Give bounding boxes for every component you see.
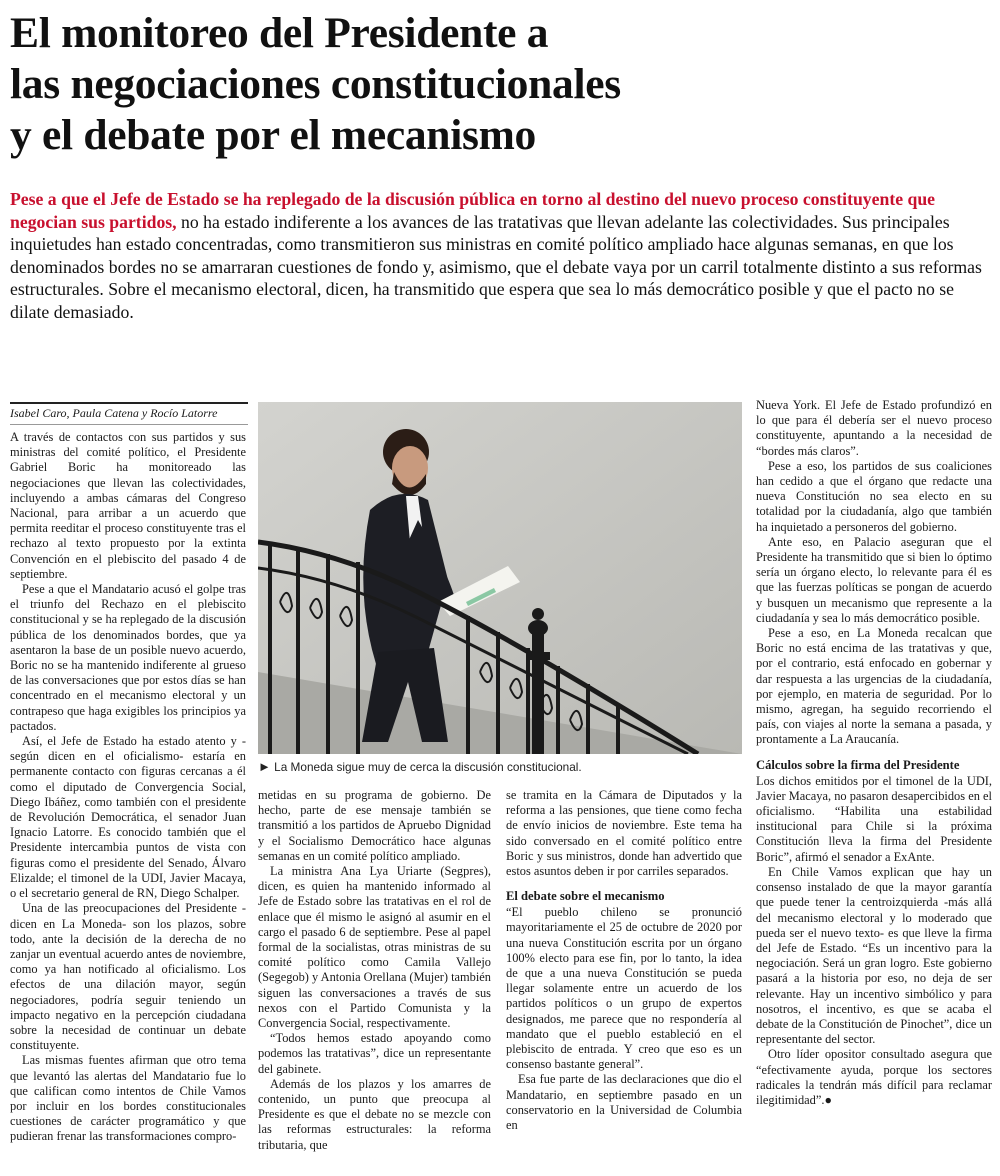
paragraph: En Chile Vamos explican que hay un consenso instalado de que la mayor garantía que puede tener la centroizquierda -más allá del mecanismo electoral y lo moderado que pueda ser el nuevo texto- es que lleve la firma del Jefe de Estado. “Es un incentivo para la negociación. Será un gran logro. Este gobierno pasará a la historia por eso, no deja de ser relevante. Hay un incentivo simbólico y para nosotros, el incentivo, es que se acaba el debate de la Constitución de Pinochet”, dice un representante del sector. [756,864,992,1047]
headline-line: las negociaciones constitucionales [10,60,621,108]
paragraph: A través de contactos con sus partidos y sus ministras del comité político, el Presidente Gabriel Boric ha monitoreado las negociaciones que llevan las colectividades, incluyendo a ambas cámaras del Congreso Nacional, para arribar a un acuerdo que permita reeditar el proceso constituyente tras el rechazo al texto propuesto por la extinta Convención en el plebiscito del pasado 4 de septiembre. [10,430,246,581]
byline-rule [10,402,248,404]
paragraph-final [756,1047,992,1108]
paragraph: Una de las preocupaciones del Presidente -dicen en La Moneda- son los plazos, sobre todo, ante la decisión de la derecha de no zanjar un eventual acuerdo antes de noviembre, como ya han notificado al oficialismo. Los efectos de una dilación mayor, según negociadores, podría seguir teniendo un impacto negativo en la percepción ciudadana sobre la necesidad de continuar un debate constituyente. [10,901,246,1053]
caption-arrow-icon: ► [258,759,271,774]
paragraph: Nueva York. El Jefe de Estado profundizó en lo que para él debería ser el nuevo proceso constituyente, apuntando a la necesidad de “bordes más claros”. [756,398,992,458]
headline-line: y el debate por el mecanismo [10,111,537,159]
paragraph: Pese a que el Mandatario acusó el golpe tras el triunfo del Rechazo en el plebiscito constitucional y se ha replegado de la discusión pública de los denominados bordes, que ya asentaron la base de un posible nuevo acuerdo, Boric no se ha mantenido indiferente al grueso de las conversaciones que por estos días se han concentrado en el mecanismo electoral y un contrapeso que haga exigibles los principios ya pactados. [10,582,246,733]
paragraph: “Todos hemos estado apoyando como podemos las tratativas”, dice un representante del gabinete. [258,1031,491,1076]
subheading-mechanism: El debate sobre el mecanismo [506,889,665,904]
column-3 [506,788,742,1133]
byline: Isabel Caro, Paula Catena y Rocío Latorre [10,406,218,420]
paragraph: Las mismas fuentes afirman que otro tema que levantó las alertas del Mandatario fue lo que califican como intentos de Chile Vamos por incluir en los bordes constitucionales cuestiones de carácter programático y que pudieran frenar las transformaciones compro- [10,1053,246,1144]
paragraph: “El pueblo chileno se pronunció mayoritariamente el 25 de octubre de 2020 por una nueva Constitución escrita por un órgano 100% electo para ese fin, por lo tanto, la idea de que a una nueva Constitución se pueda llegar solamente entre un acuerdo de los partidos políticos o un grupo de expertos designados, me parece que no respondería al mandato que el pueblo estableció en el plebiscito de entrada. Y creo que eso es un consenso bastante general”. [506,905,742,1072]
paragraph: se tramita en la Cámara de Diputados y la reforma a las pensiones, que tiene como fecha de envío inicios de noviembre. Este tema ha sido conversado en el comité político entre Boric y sus ministros, donde han advertido que estos asuntos deben ir por carriles separados. [506,788,742,879]
paragraph: Pese a eso, los partidos de sus coaliciones han cedido a que el órgano que redacte una nueva Constitución no sea electo en su totalidad por la ciudadanía, algo que también ha inquietado a personeros del gobierno. [756,458,992,534]
paragraph: Ante eso, en Palacio aseguran que el Presidente ha transmitido que si bien lo óptimo sería un órgano electo, lo relevante para él es que las fuerzas políticas se pongan de acuerdo y busquen un mecanismo que represente a la ciudadanía y sea lo más democrático posible. [756,534,992,625]
photo-caption [258,759,742,774]
column-4 [756,398,992,1108]
photo-illustration [258,402,742,754]
final-text: Otro líder opositor consultado asegura que “efectivamente ayuda, porque los sectores radicales la tendrán más difícil para reclamar ilegitimidad”. [756,1047,992,1107]
article-photo [258,402,742,754]
caption-text: La Moneda sigue muy de cerca la discusión constitucional. [274,760,582,774]
lead-text: no ha estado indiferente a los avances de las tratativas que llevan adelante las colectividades. Sus principales inquietudes han estado concentradas, como transmitieron sus ministras en comité político ampliado hace algunas semanas, en que los denominados bordes no se amarraran cuestiones de fondo y, asimismo, que el debate vaya por un carril totalmente distinto a sus reformas estructurales. Sobre el mecanismo electoral, dicen, ha transmitido que espera que sea lo más democrático posible y que el pacto no se dilate demasiado. [10,211,982,322]
end-mark-icon: ● [824,1092,832,1107]
column-2 [258,788,491,1153]
lead-paragraph [10,188,990,323]
paragraph: metidas en su programa de gobierno. De hecho, parte de ese mensaje también se transmitió a los partidos de Apruebo Dignidad y el Socialismo Democrático hace algunas semanas en un comité político ampliado. [258,788,491,863]
column-1 [10,430,246,1145]
paragraph: Esa fue parte de las declaraciones que dio el Mandatario, en septiembre pasado en un conservatorio en la Universidad de Columbia en [506,1072,742,1133]
paragraph: La ministra Ana Lya Uriarte (Segpres), dicen, es quien ha mantenido informado al Jefe de Estado sobre las tratativas en el rol de enlace que él mismo le asignó al asumir en el cargo el pasado 6 de septiembre. Pese al papel formal de la socialistas, otras ministras de su comité político como Camila Vallejo (Segegob) y Antonia Orellana (Mujer) también siguen las conversaciones a través de sus nexos con el Partido Comunista y la Convergencia Social, respectivamente. [258,864,491,1031]
byline-divider [10,424,248,425]
lead-highlight: Pese a que el Jefe de Estado se ha replegado de la discusión pública en torno al destino del nuevo proceso constituyente que negocian sus partidos, [10,189,936,232]
paragraph: Así, el Jefe de Estado ha estado atento y -según dicen en el oficialismo- estaría en permanente contacto con figuras cercanas a él como el diputado de Convergencia Social, Diego Ibáñez, como también con el presidente de Revolución Democrática, el senador Juan Ignacio Latorre. Es conocido también que el Presidente intercambia puntos de vista con figuras como el presidente del Senado, Álvaro Elizalde; el timonel de la UDI, Javier Macaya, o el secretario general de RN, Diego Schalper. [10,734,246,901]
subheading-signature: Cálculos sobre la firma del Presidente [756,757,960,772]
headline [10,8,990,161]
paragraph: Además de los plazos y los amarres de contenido, un punto que preocupa al Presidente es que el debate no se mezcle con las reformas estructurales: la reforma tributaria, que [258,1076,491,1152]
paragraph: Pese a eso, en La Moneda recalcan que Boric no está encima de las tratativas y que, por el contrario, está enfocado en gobernar y dar respuesta a las urgencias de la ciudadanía, por ejemplo, en materia de seguridad. Por lo mismo, agregan, ha seguido recorriendo el país, con viajes al norte la semana a pasada, y prontamente a La Araucanía. [756,626,992,747]
paragraph: Los dichos emitidos por el timonel de la UDI, Javier Macaya, no pasaron desapercibidos en el oficialismo. “Habilita una estabilidad institucional para Chile si la próxima Constitución lleva la firma del Presidente Boric”, afirmó el senador a ExAnte. [756,773,992,864]
headline-line: El monitoreo del Presidente a [10,9,549,57]
